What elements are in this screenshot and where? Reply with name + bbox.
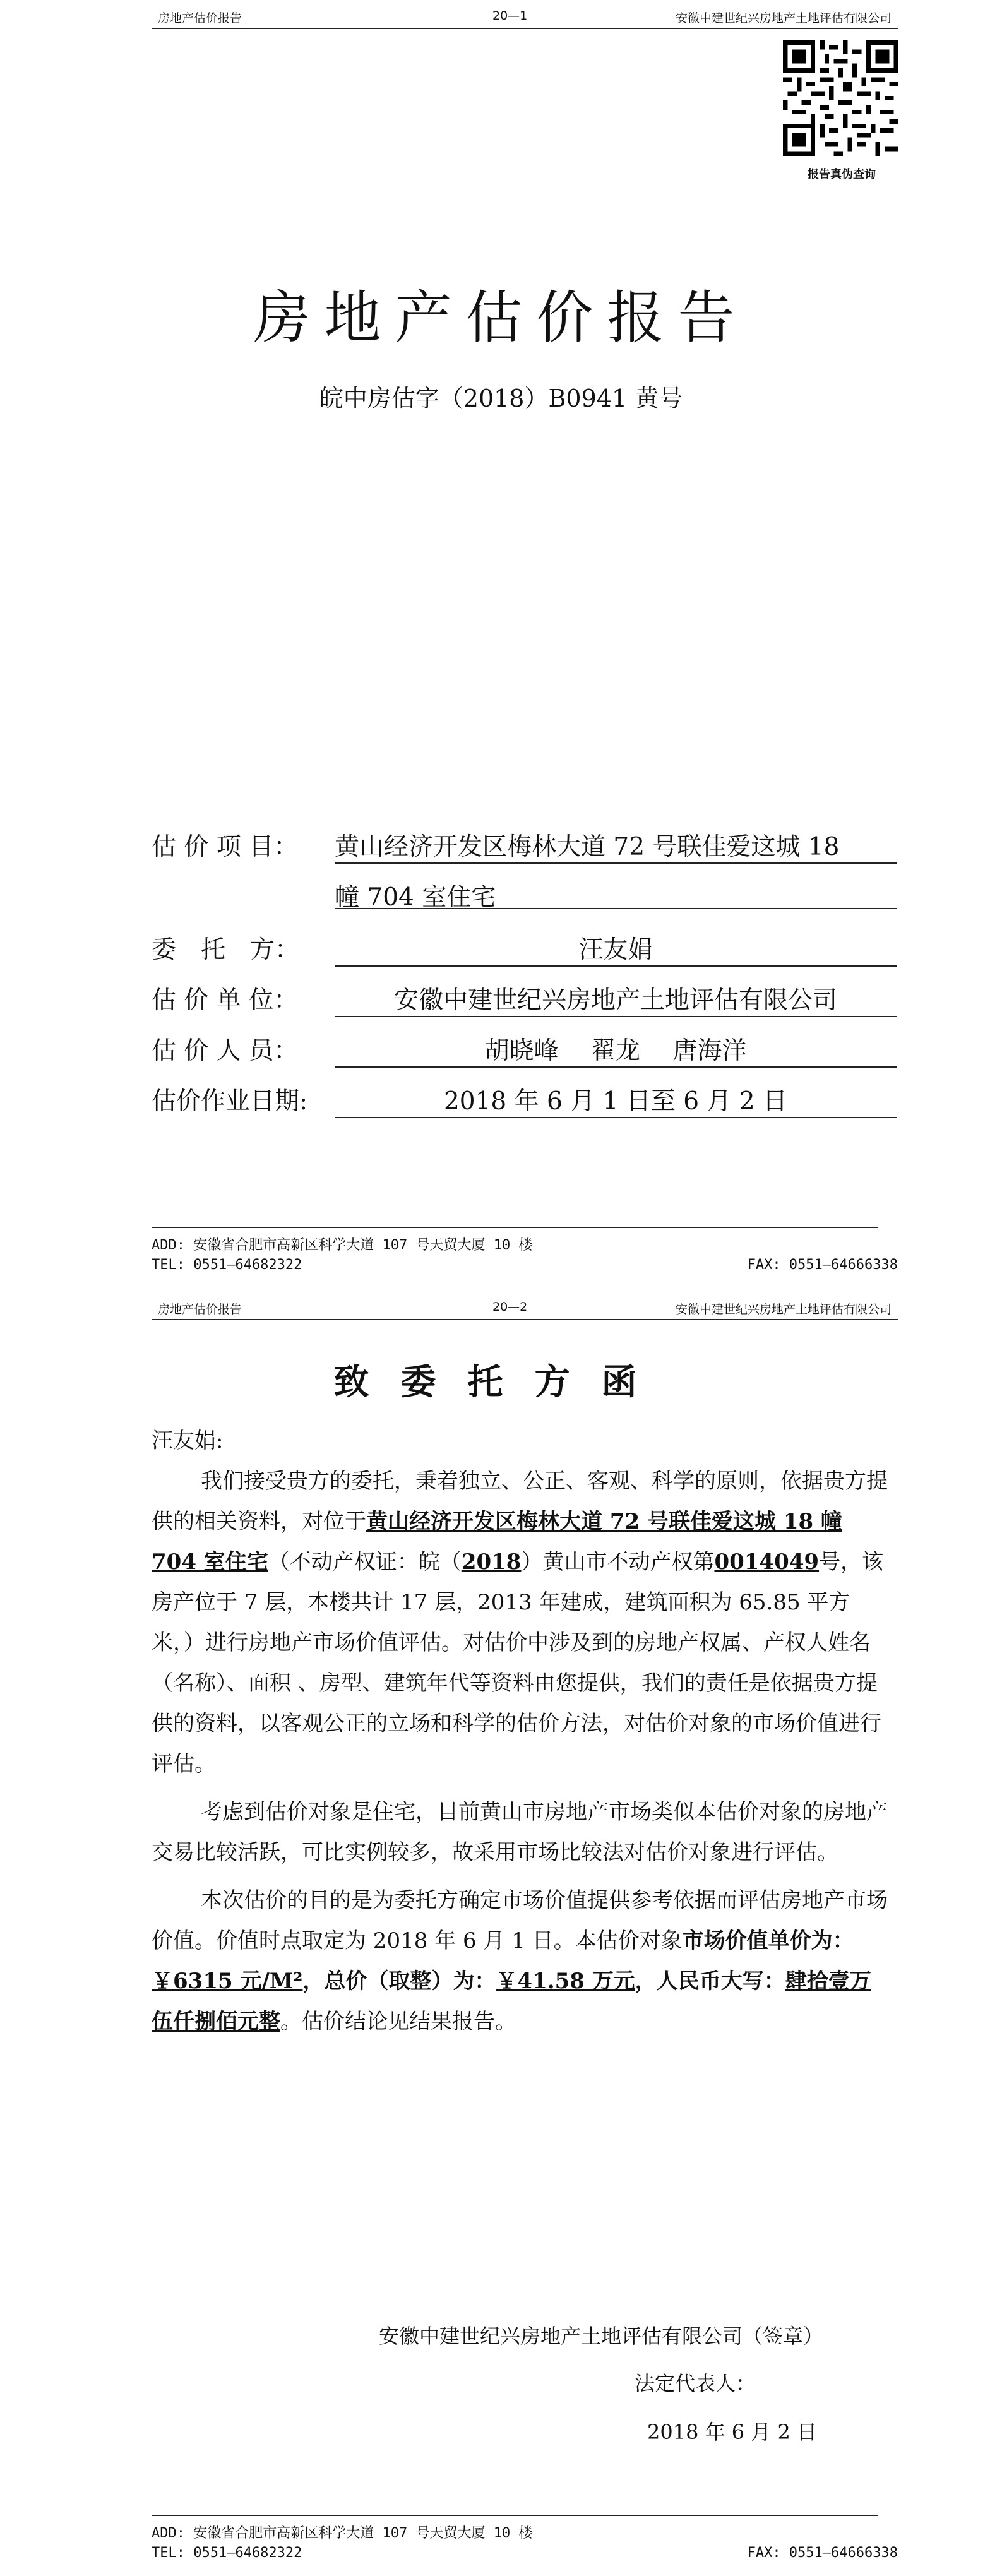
- p1-text-a: 我们接受贵方的委托，秉着独立、公正、客观、科学的原则，依据贵方提供的相关资料，对位于: [152, 1469, 888, 1534]
- footer-address: ADD: 安徽省合肥市高新区科学大道 107 号天贸大厦 10 楼: [152, 2525, 533, 2541]
- field-date-label: 估价作业日期:: [152, 1087, 308, 1116]
- report-number: 皖中房估字（2018）B0941 黄号: [319, 385, 683, 412]
- paragraph-1: [152, 1461, 889, 1784]
- report-title: 房地产估价报告: [253, 285, 749, 351]
- footer-divider: [152, 1227, 878, 1228]
- signature-company: 安徽中建世纪兴房地产土地评估有限公司（签章）: [379, 2324, 824, 2348]
- p1-cert-number: 0014049: [714, 1549, 820, 1575]
- p3-total-capital: 肆拾壹万伍仟捌佰元整: [152, 1969, 871, 2034]
- footer-divider: [152, 2515, 878, 2516]
- p3-text-a: 本次估价的目的是为委托方确定市场价值提供参考依据而评估房地产市场价值。价值时点取定为 2018 年 6 月 1 日。本估价对象: [152, 1888, 888, 1953]
- page-header: [152, 6, 898, 29]
- field-unit-label: 估 价 单 位：: [152, 986, 299, 1015]
- letter-body: [152, 1421, 889, 2042]
- p3-total-label: ，总价（取整）为：: [302, 1969, 496, 1994]
- p3-unit-price-label: 市场价值单价为：: [682, 1928, 854, 1953]
- field-staff-value: 胡晓峰 翟龙 唐海洋: [335, 1031, 897, 1068]
- p3-text-b: 。估价结论见结果报告。: [280, 2009, 516, 2034]
- qr-caption: 报告真伪查询: [808, 168, 876, 181]
- p3-capital-label: ，人民币大写：: [635, 1969, 785, 1994]
- p1-property-address: 黄山经济开发区梅林大道 72 号联佳爱这城 18 幢 704 室住宅: [152, 1509, 842, 1575]
- letter-title: 致委托方函: [333, 1361, 669, 1403]
- field-staff-label: 估 价 人 员：: [152, 1037, 299, 1065]
- footer-tel: TEL: 0551—64682322: [152, 2545, 302, 2561]
- field-unit-value: 安徽中建世纪兴房地产土地评估有限公司: [335, 981, 897, 1017]
- signature-date: 2018 年 6 月 2 日: [647, 2420, 818, 2444]
- field-date-value: 2018 年 6 月 1 日至 6 月 2 日: [335, 1082, 897, 1118]
- p1-text-c: ）黄山市不动产权第: [521, 1549, 715, 1575]
- client-letter-page: [0, 1291, 1002, 2576]
- header-company: 安徽中建世纪兴房地产土地评估有限公司: [675, 11, 892, 25]
- p3-unit-price: ￥6315 元/M²: [152, 1969, 303, 1994]
- p1-text-d: 号，该房产位于 7 层，本楼共计 17 层，2013 年建成，建筑面积为 65.85 平方米，）进行房地产市场价值评估。对估价中涉及到的房地产权属、产权人姓名（名称）、面积 、房型、建筑年代等资料由您提供，我们的责任是依据贵方提供的资料，以客观公正的立场和科学的估价方法，对估价对象的市场价值进行评估。: [152, 1549, 884, 1777]
- field-client-value: 汪友娟: [335, 930, 897, 967]
- header-page-number: 20—1: [492, 9, 528, 23]
- page-header: [152, 1297, 898, 1320]
- header-left: 房地产估价报告: [158, 11, 242, 25]
- qr-code-icon[interactable]: [783, 40, 898, 156]
- p1-cert-year: 2018: [461, 1549, 522, 1575]
- header-page-number: 20—2: [492, 1300, 528, 1314]
- paragraph-2: 考虑到估价对象是住宅，目前黄山市房地产市场类似本估价对象的房地产交易比较活跃，可比实例较多，故采用市场比较法对估价对象进行评估。: [152, 1799, 888, 1865]
- salutation: 汪友娟:: [152, 1428, 224, 1453]
- footer-tel: TEL: 0551—64682322: [152, 1257, 302, 1273]
- paragraph-3: [152, 1880, 889, 2042]
- signature-representative: 法定代表人：: [635, 2371, 756, 2395]
- field-project-value-line2: 幢 704 室住宅: [335, 878, 897, 909]
- header-company: 安徽中建世纪兴房地产土地评估有限公司: [675, 1303, 892, 1316]
- footer-fax: FAX: 0551—64666338: [747, 1257, 898, 1273]
- p3-total-price: ￥41.58 万元: [496, 1969, 635, 1994]
- p1-text-b: （不动产权证：皖（: [268, 1549, 462, 1575]
- field-project-label: 估 价 项 目：: [152, 833, 299, 861]
- header-left: 房地产估价报告: [158, 1303, 242, 1316]
- footer-address: ADD: 安徽省合肥市高新区科学大道 107 号天贸大厦 10 楼: [152, 1237, 533, 1253]
- footer-fax: FAX: 0551—64666338: [747, 2545, 898, 2561]
- field-client-label: 委 托 方：: [152, 936, 300, 964]
- field-project-value-line1: 黄山经济开发区梅林大道 72 号联佳爱这城 18: [335, 827, 897, 864]
